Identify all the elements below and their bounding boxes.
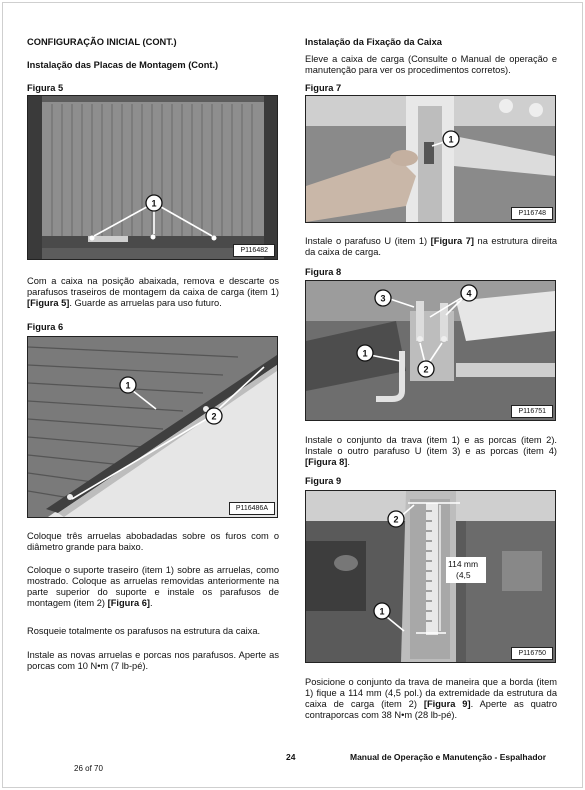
figure-8-illustration [306,281,555,420]
subheading: Instalação das Placas de Montagem (Cont.) [27,60,219,70]
figure-8-callout-1: 1 [362,348,368,359]
figure-9-callout-2: 2 [393,514,399,525]
figure-8-callout-2: 2 [423,364,429,375]
figure-6-tag: P116486A [229,502,275,515]
figure-6-illustration [28,337,277,517]
figure-7-photo [305,95,556,223]
figure-8-callout-3: 3 [380,293,386,304]
figure-8-photo [305,280,556,421]
paragraph-install-latch: Instale o conjunto da trava (item 1) e as porcas (item 2). Instale o outro parafuso U (item 3) e as porcas (item 4) [Figura 8]. [305,435,557,467]
figure-9-measure-mm: 114 mm [448,559,479,569]
figure-6-callout-2: 2 [211,411,217,422]
figure-8-tag: P116751 [511,405,553,418]
figure-9-illustration [306,491,555,662]
figure-9-measure-in: (4,5 [456,570,471,580]
figure-8-label: Figura 8 [305,267,342,277]
paragraph-position-latch: Posicione o conjunto da trava de maneira que a borda (item 1) fique a 114 mm (4,5 pol.) da extremidade da estrutura da caixa de carga (item 2) [Figura 9]. Aperte as quatro contraporcas com 38 N•m (28 lb-pé). [305,677,557,720]
manual-title: Manual de Operação e Manutenção - Espalhador [350,752,547,762]
figure-7-label: Figura 7 [305,83,342,93]
section-heading-right: Instalação da Fixação da Caixa [305,37,442,47]
paragraph-remove-bolts: Com a caixa na posição abaixada, remova e descarte os parafusos traseiros de montagem da caixa de carga (item 1) [Figura 5]. Guarde as arruelas para uso futuro. [27,276,279,308]
page-count: 26 of 70 [74,764,103,773]
figure-7-illustration [306,96,555,222]
paragraph-domed-washers: Coloque três arruelas abobadadas sobre os furos com o diâmetro grande para baixo. [27,531,279,552]
paragraph-install-u-bolt: Instale o parafuso U (item 1) [Figura 7] na estrutura direita da caixa de carga. [305,236,557,257]
figure-9-label: Figura 9 [305,476,342,486]
figure-9-tag: P116750 [511,647,553,660]
page-number: 24 [286,752,296,762]
figure-9-callout-1: 1 [379,606,385,617]
figure-5-callout-1: 1 [151,198,157,209]
figure-5-tag: P116482 [233,244,275,257]
figure-5-illustration [28,96,277,259]
figure-6-photo [27,336,278,518]
figure-5-photo [27,95,278,260]
figure-7-tag: P116748 [511,207,553,220]
paragraph-raise-box: Eleve a caixa de carga (Consulte o Manual de operação e manutenção para ver os procedimentos corretos). [305,54,557,75]
paragraph-tighten-bolts: Rosqueie totalmente os parafusos na estrutura da caixa. [27,626,261,636]
figure-7-callout-1: 1 [448,134,454,145]
figure-5-label: Figura 5 [27,83,64,93]
section-heading: CONFIGURAÇÃO INICIAL (CONT.) [27,37,177,47]
paragraph-rear-support: Coloque o suporte traseiro (item 1) sobre as arruelas, como mostrado. Coloque as arruelas removidas anteriormente na parte superior do suporte e instale os parafusos de montagem (item 2) [Figura 6]. [27,565,279,608]
figure-6-label: Figura 6 [27,322,64,332]
figure-6-callout-1: 1 [125,380,131,391]
figure-9-photo [305,490,556,663]
paragraph-torque-nuts: Instale as novas arruelas e porcas nos parafusos. Aperte as porcas com 10 N•m (7 lb-pé). [27,650,279,671]
figure-8-callout-4: 4 [466,288,472,299]
